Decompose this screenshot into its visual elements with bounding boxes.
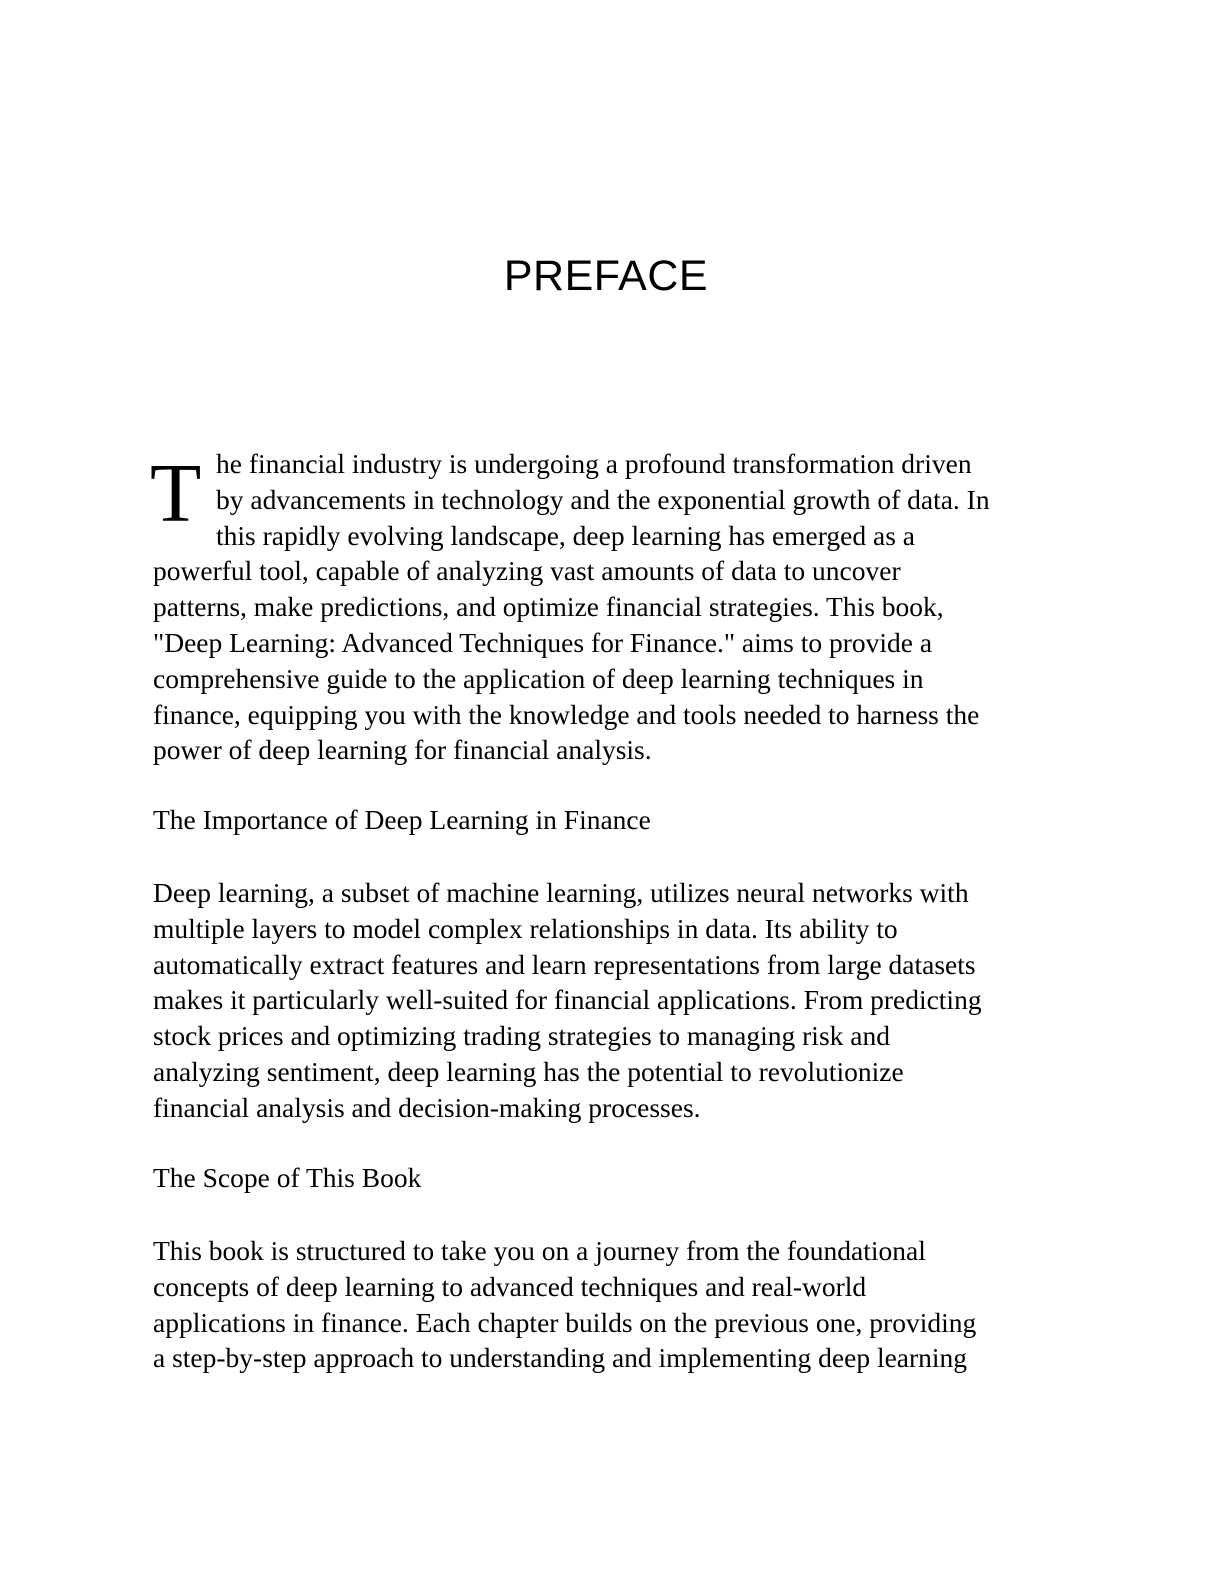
section1-paragraph [153, 875, 1063, 1126]
text-line: finance, equipping you with the knowledge and tools needed to harness the [153, 698, 980, 730]
heading-text: The Scope of This Book [153, 1162, 422, 1193]
text-line: "Deep Learning: Advanced Techniques for Finance." aims to provide a [153, 626, 933, 658]
text-line: applications in finance. Each chapter builds on the previous one, providing [153, 1306, 977, 1338]
text-line: he financial industry is undergoing a profound transformation driven [216, 448, 972, 479]
text-line: powerful tool, capable of analyzing vast amounts of data to uncover [153, 555, 901, 587]
section-heading-scope [153, 1160, 1063, 1196]
text-line: automatically extract features and learn representations from large datasets [153, 948, 976, 980]
page-title: PREFACE [503, 252, 709, 300]
text-line: a step-by-step approach to understanding and implementing deep learning [153, 1342, 968, 1374]
text-line: concepts of deep learning to advanced techniques and real-world [153, 1270, 867, 1302]
text-line: analyzing sentiment, deep learning has the potential to revolutionize [153, 1055, 904, 1087]
text-line: power of deep learning for financial analysis. [153, 734, 652, 766]
text-line: Deep learning, a subset of machine learning, utilizes neural networks with [153, 877, 969, 908]
text-line: patterns, make predictions, and optimize financial strategies. This book, [153, 591, 944, 623]
section2-paragraph [153, 1233, 1063, 1376]
text-line: by advancements in technology and the exponential growth of data. In [216, 483, 990, 515]
text-line: makes it particularly well-suited for financial applications. From predicting [153, 984, 982, 1016]
text-line: comprehensive guide to the application of deep learning techniques in [153, 662, 924, 694]
intro-paragraph [153, 446, 1063, 768]
drop-cap: T [150, 447, 202, 540]
text-line: multiple layers to model complex relationships in data. Its ability to [153, 912, 898, 944]
text-line: stock prices and optimizing trading strategies to managing risk and [153, 1020, 890, 1052]
text-line: this rapidly evolving landscape, deep learning has emerged as a [216, 519, 915, 551]
text-line: financial analysis and decision-making processes. [153, 1091, 701, 1123]
text-line: This book is structured to take you on a journey from the foundational [153, 1235, 926, 1266]
section-heading-importance [153, 802, 1063, 838]
heading-text: The Importance of Deep Learning in Finance [153, 804, 651, 835]
